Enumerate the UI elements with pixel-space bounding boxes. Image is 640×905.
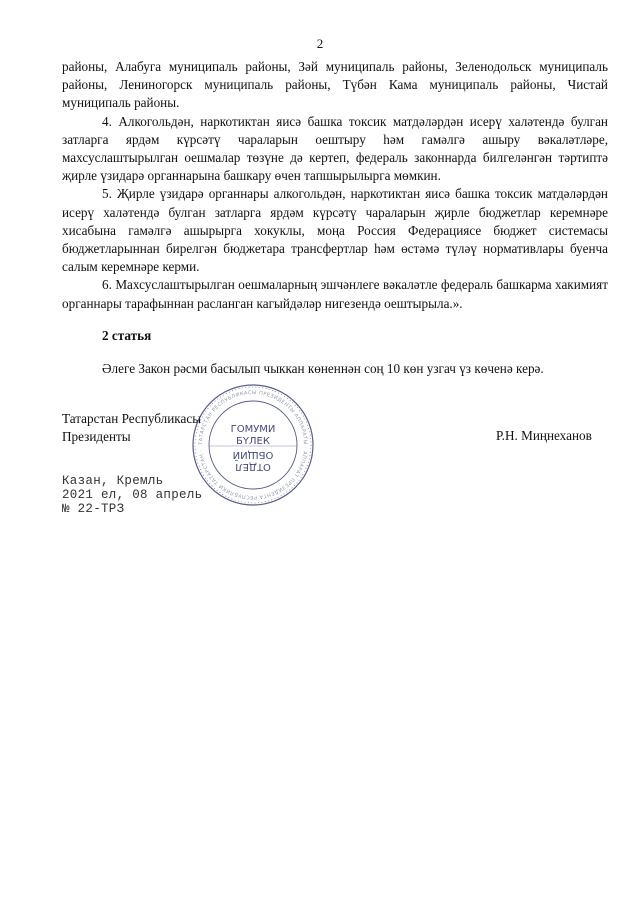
- signatory-title-line2: Президенты: [62, 429, 131, 444]
- law-text: [62, 58, 608, 313]
- signatory-title: [62, 410, 201, 446]
- paragraph-6: 6. Махсуслаштырылган оешмаларның эшчәнлеге вәкаләтле федераль башкарма хакимият органнары тарафыннан расланган кагыйдәләр нигезендә оештырыла.».: [62, 277, 608, 311]
- footer-number: № 22-ТРЗ: [62, 502, 125, 516]
- paragraph-4: 4. Алкогольдән, наркотиктан яисә башка токсик матдәләрдән исерү халәтендә булган затларга ярдәм күрсәтү чараларын оештыру һәм гамәлгә ашыру вәкаләтләре, махсуслаштырылган оешмалар төзүне дә кертеп, федераль законнарда билгеләнгән тәртиптә җирле үзидарә органнарына башкару өчен тапшырылырга мөмкин.: [62, 113, 608, 184]
- paragraph-5: 5. Җирле үзидарә органнары алкогольдән, наркотиктан яисә башка токсик матдәләрдән исерү халәтендә булган затларга ярдәм күрсәтү чараларын җирле бюджетлар керемнәре хисабына гамәлгә ашырырга хокуклы, моңа Россия Федерациясе бюджет системасы бюджетларыннан бирелгән бюджетара трансфертлар һәм өстәмә түләү нормативлары буенча салым керемнәре керми.: [62, 186, 608, 275]
- seal-ring-text: ТАТАРСТАН РЕСПУБЛИКАСЫ ПРЕЗИДЕНТЫ АППАРАТЫ · АППАРАТ ПРЕЗИДЕНТА РЕСПУБЛИКИ ТАТАРСТАН ·: [197, 389, 309, 501]
- signatory-title-line1: Татарстан Республикасы: [62, 411, 202, 426]
- document-footer: [62, 474, 202, 516]
- paragraph-continuation: районы, Алабуга муниципаль районы, Зәй муниципаль районы, Зеленодольск муниципаль районы, Лениногорск муниципаль районы, Түбән Кама муниципаль районы, Чистай муниципаль районы.: [62, 59, 608, 111]
- footer-place: Казан, Кремль: [62, 474, 164, 488]
- seal-text-line1: ГОМУМИ: [230, 424, 276, 435]
- signatory-name: Р.Н. Миңнеханов: [496, 428, 592, 443]
- article-text: Әлеге Закон рәсми басылып чыккан көненнән соң 10 көн узгач үз көченә керә.: [102, 361, 544, 376]
- article-title: 2 статья: [102, 328, 152, 343]
- page-number: 2: [316, 36, 324, 51]
- seal-text-line2: БҮЛЕК: [236, 436, 270, 447]
- seal-text-line3: ОБЩИЙ: [232, 449, 274, 460]
- official-seal-stamp: [188, 380, 318, 510]
- footer-date: 2021 ел, 08 апрель: [62, 488, 203, 502]
- seal-text-line4: ОТДЕЛ: [235, 461, 271, 472]
